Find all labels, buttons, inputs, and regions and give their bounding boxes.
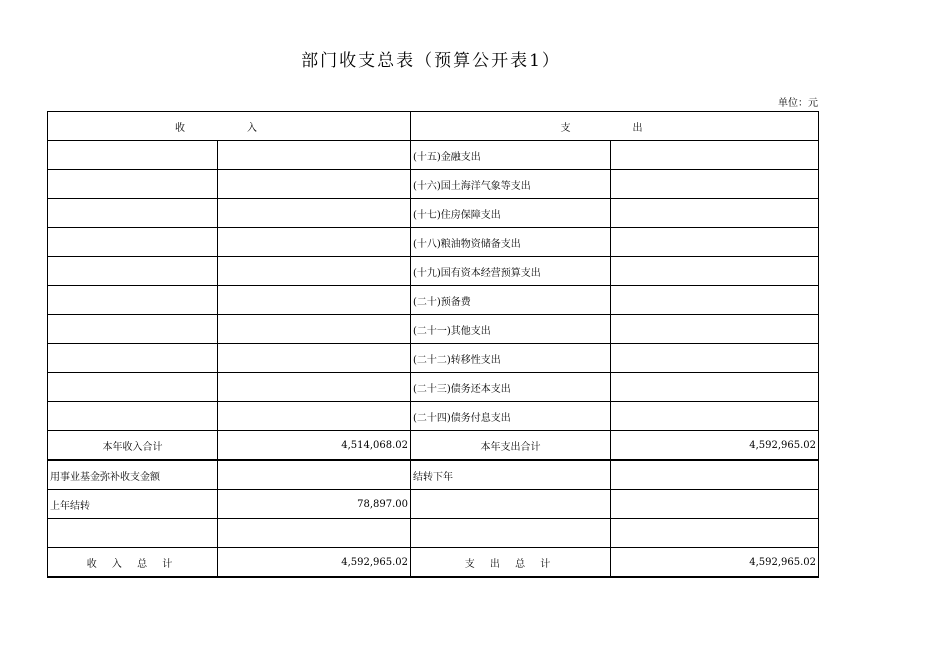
expense-amount xyxy=(611,373,819,402)
income-amount xyxy=(218,257,411,286)
expense-item: (二十)预备费 xyxy=(411,286,611,315)
table-row xyxy=(48,257,819,286)
income-amount: 78,897.00 xyxy=(218,490,411,519)
table-row xyxy=(48,460,819,490)
income-amount xyxy=(218,373,411,402)
expense-header: 支 出 xyxy=(411,112,819,141)
expense-item: (十七)住房保障支出 xyxy=(411,199,611,228)
expense-item xyxy=(411,519,611,548)
year-total-row xyxy=(48,431,819,461)
income-amount xyxy=(218,402,411,431)
income-item xyxy=(48,170,218,199)
grand-expense-total-amount: 4,592,965.02 xyxy=(611,548,819,578)
expense-item: (二十四)债务付息支出 xyxy=(411,402,611,431)
budget-summary-table xyxy=(47,111,819,578)
table-row xyxy=(48,490,819,519)
expense-amount xyxy=(611,315,819,344)
table-row xyxy=(48,402,819,431)
income-item xyxy=(48,199,218,228)
income-item xyxy=(48,373,218,402)
income-item xyxy=(48,141,218,170)
income-amount xyxy=(218,141,411,170)
expense-amount xyxy=(611,490,819,519)
table-row xyxy=(48,199,819,228)
year-expense-total-label: 本年支出合计 xyxy=(411,431,611,461)
expense-item: (十八)粮油物资储备支出 xyxy=(411,228,611,257)
income-header: 收 入 xyxy=(48,112,411,141)
income-item: 用事业基金弥补收支金额 xyxy=(48,460,218,490)
income-item xyxy=(48,286,218,315)
expense-amount xyxy=(611,141,819,170)
table-row xyxy=(48,170,819,199)
table-row xyxy=(48,141,819,170)
income-item: 上年结转 xyxy=(48,490,218,519)
year-income-total-amount: 4,514,068.02 xyxy=(218,431,411,461)
income-amount xyxy=(218,519,411,548)
page-title: 部门收支总表（预算公开表1） xyxy=(301,51,561,71)
expense-item: (二十二)转移性支出 xyxy=(411,344,611,373)
year-income-total-label: 本年收入合计 xyxy=(48,431,218,461)
expense-amount xyxy=(611,519,819,548)
expense-item: (十五)金融支出 xyxy=(411,141,611,170)
table-row xyxy=(48,373,819,402)
income-item xyxy=(48,257,218,286)
income-item xyxy=(48,519,218,548)
expense-amount xyxy=(611,228,819,257)
income-amount xyxy=(218,344,411,373)
year-expense-total-amount: 4,592,965.02 xyxy=(611,431,819,461)
expense-amount xyxy=(611,402,819,431)
expense-amount xyxy=(611,170,819,199)
expense-amount xyxy=(611,460,819,490)
income-amount xyxy=(218,286,411,315)
income-amount xyxy=(218,460,411,490)
income-item xyxy=(48,315,218,344)
table-row xyxy=(48,286,819,315)
expense-amount xyxy=(611,344,819,373)
expense-amount xyxy=(611,199,819,228)
income-item xyxy=(48,344,218,373)
table-row xyxy=(48,519,819,548)
income-amount xyxy=(218,170,411,199)
expense-item: 结转下年 xyxy=(411,460,611,490)
table-header-row xyxy=(48,112,819,141)
expense-item: (二十一)其他支出 xyxy=(411,315,611,344)
income-amount xyxy=(218,228,411,257)
income-amount xyxy=(218,199,411,228)
expense-item xyxy=(411,490,611,519)
table-row xyxy=(48,228,819,257)
expense-item: (十六)国土海洋气象等支出 xyxy=(411,170,611,199)
table-row xyxy=(48,315,819,344)
expense-item: (二十三)债务还本支出 xyxy=(411,373,611,402)
expense-amount xyxy=(611,286,819,315)
unit-label: 单位：元 xyxy=(778,98,818,109)
grand-income-total-amount: 4,592,965.02 xyxy=(218,548,411,578)
grand-income-total-label: 收 入 总 计 xyxy=(48,548,218,578)
expense-item: (十九)国有资本经营预算支出 xyxy=(411,257,611,286)
income-item xyxy=(48,228,218,257)
income-item xyxy=(48,402,218,431)
grand-expense-total-label: 支 出 总 计 xyxy=(411,548,611,578)
income-amount xyxy=(218,315,411,344)
table-row xyxy=(48,344,819,373)
expense-amount xyxy=(611,257,819,286)
grand-total-row xyxy=(48,548,819,578)
